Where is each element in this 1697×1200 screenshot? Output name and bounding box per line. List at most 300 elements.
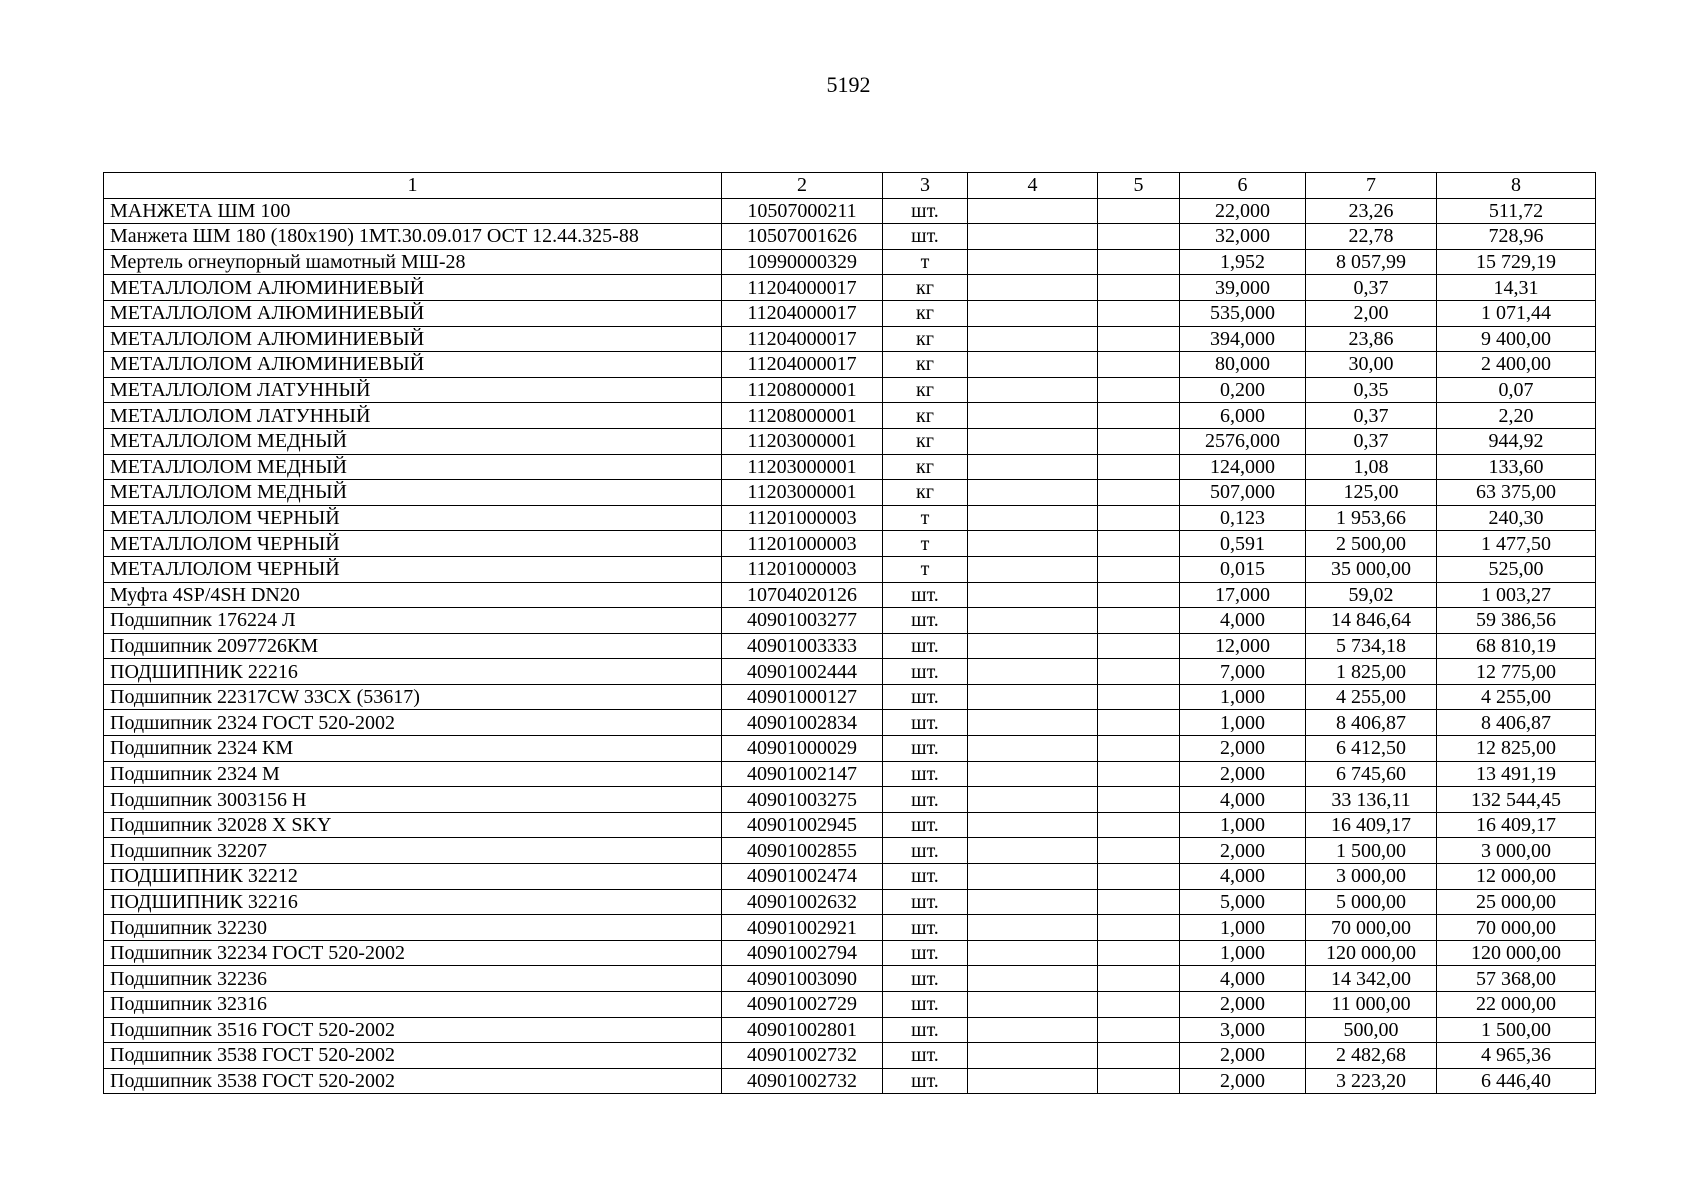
quantity-cell: 32,000 <box>1180 224 1306 250</box>
unit-cell: шт. <box>883 736 968 762</box>
column-4-cell <box>968 352 1098 378</box>
table-row <box>104 915 1596 941</box>
price-cell: 8 406,87 <box>1306 710 1437 736</box>
quantity-cell: 4,000 <box>1180 608 1306 634</box>
page-number: 5192 <box>826 72 871 97</box>
unit-cell: шт. <box>883 608 968 634</box>
unit-cell: шт. <box>883 198 968 224</box>
total-cell: 1 071,44 <box>1437 300 1596 326</box>
column-5-cell <box>1098 761 1180 787</box>
unit-cell: шт. <box>883 992 968 1018</box>
unit-cell: т <box>883 249 968 275</box>
unit-cell: шт. <box>883 659 968 685</box>
column-5-cell <box>1098 684 1180 710</box>
table-row <box>104 710 1596 736</box>
table-row <box>104 352 1596 378</box>
item-code-cell: 40901002444 <box>722 659 883 685</box>
item-code-cell: 40901002945 <box>722 812 883 838</box>
price-cell: 3 223,20 <box>1306 1068 1437 1094</box>
item-code-cell: 11201000003 <box>722 556 883 582</box>
column-5-cell <box>1098 224 1180 250</box>
total-cell: 2,20 <box>1437 403 1596 429</box>
column-5-cell <box>1098 249 1180 275</box>
quantity-cell: 4,000 <box>1180 787 1306 813</box>
header-row <box>104 173 1596 199</box>
column-5-cell <box>1098 428 1180 454</box>
column-5-cell <box>1098 1068 1180 1094</box>
column-4-cell <box>968 1043 1098 1069</box>
column-5-cell <box>1098 454 1180 480</box>
item-code-cell: 40901000029 <box>722 736 883 762</box>
column-5-cell <box>1098 940 1180 966</box>
item-name-cell: Подшипник 32028 X SKY <box>104 812 722 838</box>
column-4-cell <box>968 940 1098 966</box>
total-cell: 240,30 <box>1437 505 1596 531</box>
quantity-cell: 0,591 <box>1180 531 1306 557</box>
column-4-cell <box>968 505 1098 531</box>
unit-cell: шт. <box>883 966 968 992</box>
table-row <box>104 531 1596 557</box>
item-name-cell: ПОДШИПНИК 32216 <box>104 889 722 915</box>
column-4-cell <box>968 1017 1098 1043</box>
item-code-cell: 11204000017 <box>722 275 883 301</box>
item-name-cell: МАНЖЕТА ШМ 100 <box>104 198 722 224</box>
price-cell: 59,02 <box>1306 582 1437 608</box>
price-cell: 4 255,00 <box>1306 684 1437 710</box>
table-row <box>104 224 1596 250</box>
item-name-cell: МЕТАЛЛОЛОМ ЧЕРНЫЙ <box>104 556 722 582</box>
column-5-cell <box>1098 403 1180 429</box>
total-cell: 12 825,00 <box>1437 736 1596 762</box>
item-name-cell: ПОДШИПНИК 22216 <box>104 659 722 685</box>
column-4-cell <box>968 915 1098 941</box>
item-name-cell: МЕТАЛЛОЛОМ МЕДНЫЙ <box>104 480 722 506</box>
unit-cell: шт. <box>883 1043 968 1069</box>
unit-cell: кг <box>883 300 968 326</box>
unit-cell: кг <box>883 428 968 454</box>
price-cell: 23,86 <box>1306 326 1437 352</box>
table-row <box>104 787 1596 813</box>
price-cell: 2 500,00 <box>1306 531 1437 557</box>
quantity-cell: 2,000 <box>1180 1068 1306 1094</box>
total-cell: 63 375,00 <box>1437 480 1596 506</box>
item-code-cell: 40901002801 <box>722 1017 883 1043</box>
column-4-cell <box>968 787 1098 813</box>
total-cell: 511,72 <box>1437 198 1596 224</box>
item-name-cell: МЕТАЛЛОЛОМ МЕДНЫЙ <box>104 454 722 480</box>
table-row <box>104 556 1596 582</box>
table-row <box>104 659 1596 685</box>
total-cell: 728,96 <box>1437 224 1596 250</box>
item-name-cell: Подшипник 2324 КМ <box>104 736 722 762</box>
quantity-cell: 2,000 <box>1180 992 1306 1018</box>
price-cell: 33 136,11 <box>1306 787 1437 813</box>
table-row <box>104 838 1596 864</box>
item-code-cell: 40901002147 <box>722 761 883 787</box>
price-cell: 1 953,66 <box>1306 505 1437 531</box>
unit-cell: шт. <box>883 224 968 250</box>
quantity-cell: 1,000 <box>1180 915 1306 941</box>
table-row <box>104 275 1596 301</box>
quantity-cell: 1,000 <box>1180 940 1306 966</box>
table-row <box>104 454 1596 480</box>
table-row <box>104 249 1596 275</box>
total-cell: 68 810,19 <box>1437 633 1596 659</box>
unit-cell: шт. <box>883 1017 968 1043</box>
quantity-cell: 0,123 <box>1180 505 1306 531</box>
price-cell: 14 846,64 <box>1306 608 1437 634</box>
column-4-cell <box>968 864 1098 890</box>
column-4-cell <box>968 710 1098 736</box>
table-row <box>104 864 1596 890</box>
table-row <box>104 300 1596 326</box>
unit-cell: шт. <box>883 915 968 941</box>
item-name-cell: МЕТАЛЛОЛОМ ЛАТУННЫЙ <box>104 403 722 429</box>
column-5-cell <box>1098 966 1180 992</box>
price-cell: 500,00 <box>1306 1017 1437 1043</box>
item-name-cell: МЕТАЛЛОЛОМ АЛЮМИНИЕВЫЙ <box>104 352 722 378</box>
column-4-cell <box>968 531 1098 557</box>
quantity-cell: 1,000 <box>1180 684 1306 710</box>
price-cell: 30,00 <box>1306 352 1437 378</box>
quantity-cell: 4,000 <box>1180 966 1306 992</box>
quantity-cell: 2,000 <box>1180 736 1306 762</box>
item-code-cell: 40901002921 <box>722 915 883 941</box>
unit-cell: шт. <box>883 710 968 736</box>
price-cell: 11 000,00 <box>1306 992 1437 1018</box>
quantity-cell: 394,000 <box>1180 326 1306 352</box>
item-name-cell: Мертель огнеупорный шамотный МШ-28 <box>104 249 722 275</box>
column-4-cell <box>968 608 1098 634</box>
column-5-cell <box>1098 889 1180 915</box>
item-name-cell: Подшипник 2097726КМ <box>104 633 722 659</box>
unit-cell: кг <box>883 403 968 429</box>
item-code-cell: 10507001626 <box>722 224 883 250</box>
table-row <box>104 1068 1596 1094</box>
column-4-cell <box>968 1068 1098 1094</box>
table-row <box>104 326 1596 352</box>
table-row <box>104 1017 1596 1043</box>
item-code-cell: 40901003277 <box>722 608 883 634</box>
quantity-cell: 1,000 <box>1180 812 1306 838</box>
unit-cell: т <box>883 531 968 557</box>
column-4-cell <box>968 556 1098 582</box>
item-code-cell: 11201000003 <box>722 531 883 557</box>
price-cell: 5 734,18 <box>1306 633 1437 659</box>
item-name-cell: ПОДШИПНИК 32212 <box>104 864 722 890</box>
price-cell: 1,08 <box>1306 454 1437 480</box>
total-cell: 22 000,00 <box>1437 992 1596 1018</box>
price-cell: 1 825,00 <box>1306 659 1437 685</box>
column-header: 7 <box>1306 173 1437 199</box>
total-cell: 12 000,00 <box>1437 864 1596 890</box>
column-header: 5 <box>1098 173 1180 199</box>
column-5-cell <box>1098 659 1180 685</box>
table-row <box>104 966 1596 992</box>
total-cell: 57 368,00 <box>1437 966 1596 992</box>
quantity-cell: 1,000 <box>1180 710 1306 736</box>
column-4-cell <box>968 736 1098 762</box>
column-4-cell <box>968 198 1098 224</box>
total-cell: 25 000,00 <box>1437 889 1596 915</box>
total-cell: 8 406,87 <box>1437 710 1596 736</box>
unit-cell: шт. <box>883 787 968 813</box>
total-cell: 9 400,00 <box>1437 326 1596 352</box>
unit-cell: шт. <box>883 684 968 710</box>
column-5-cell <box>1098 1017 1180 1043</box>
price-cell: 120 000,00 <box>1306 940 1437 966</box>
column-5-cell <box>1098 275 1180 301</box>
total-cell: 1 477,50 <box>1437 531 1596 557</box>
column-4-cell <box>968 966 1098 992</box>
item-code-cell: 11203000001 <box>722 454 883 480</box>
column-4-cell <box>968 838 1098 864</box>
unit-cell: шт. <box>883 889 968 915</box>
unit-cell: т <box>883 556 968 582</box>
column-5-cell <box>1098 608 1180 634</box>
price-cell: 2,00 <box>1306 300 1437 326</box>
item-name-cell: МЕТАЛЛОЛОМ МЕДНЫЙ <box>104 428 722 454</box>
table-row <box>104 608 1596 634</box>
quantity-cell: 2,000 <box>1180 761 1306 787</box>
column-5-cell <box>1098 710 1180 736</box>
column-5-cell <box>1098 864 1180 890</box>
item-code-cell: 40901002834 <box>722 710 883 736</box>
table-row <box>104 940 1596 966</box>
item-code-cell: 40901002632 <box>722 889 883 915</box>
total-cell: 120 000,00 <box>1437 940 1596 966</box>
item-name-cell: МЕТАЛЛОЛОМ ЧЕРНЫЙ <box>104 505 722 531</box>
table-row <box>104 633 1596 659</box>
item-name-cell: Подшипник 32230 <box>104 915 722 941</box>
total-cell: 4 255,00 <box>1437 684 1596 710</box>
table-row <box>104 480 1596 506</box>
table-row <box>104 377 1596 403</box>
unit-cell: кг <box>883 454 968 480</box>
column-5-cell <box>1098 838 1180 864</box>
unit-cell: т <box>883 505 968 531</box>
item-code-cell: 40901002855 <box>722 838 883 864</box>
column-5-cell <box>1098 992 1180 1018</box>
column-4-cell <box>968 659 1098 685</box>
column-5-cell <box>1098 326 1180 352</box>
total-cell: 133,60 <box>1437 454 1596 480</box>
quantity-cell: 124,000 <box>1180 454 1306 480</box>
price-cell: 6 745,60 <box>1306 761 1437 787</box>
total-cell: 15 729,19 <box>1437 249 1596 275</box>
quantity-cell: 7,000 <box>1180 659 1306 685</box>
total-cell: 12 775,00 <box>1437 659 1596 685</box>
quantity-cell: 2,000 <box>1180 1043 1306 1069</box>
price-cell: 8 057,99 <box>1306 249 1437 275</box>
item-name-cell: Подшипник 32316 <box>104 992 722 1018</box>
column-5-cell <box>1098 812 1180 838</box>
table-row <box>104 428 1596 454</box>
item-name-cell: Подшипник 3538 ГОСТ 520-2002 <box>104 1043 722 1069</box>
quantity-cell: 1,952 <box>1180 249 1306 275</box>
item-name-cell: Подшипник 3538 ГОСТ 520-2002 <box>104 1068 722 1094</box>
column-5-cell <box>1098 505 1180 531</box>
item-code-cell: 40901002794 <box>722 940 883 966</box>
item-name-cell: Подшипник 3516 ГОСТ 520-2002 <box>104 1017 722 1043</box>
total-cell: 525,00 <box>1437 556 1596 582</box>
total-cell: 0,07 <box>1437 377 1596 403</box>
column-4-cell <box>968 582 1098 608</box>
total-cell: 6 446,40 <box>1437 1068 1596 1094</box>
total-cell: 14,31 <box>1437 275 1596 301</box>
item-code-cell: 10507000211 <box>722 198 883 224</box>
item-name-cell: МЕТАЛЛОЛОМ АЛЮМИНИЕВЫЙ <box>104 275 722 301</box>
column-4-cell <box>968 454 1098 480</box>
item-code-cell: 11208000001 <box>722 403 883 429</box>
column-4-cell <box>968 633 1098 659</box>
column-5-cell <box>1098 198 1180 224</box>
item-code-cell: 40901002732 <box>722 1068 883 1094</box>
item-code-cell: 40901002729 <box>722 992 883 1018</box>
column-header: 1 <box>104 173 722 199</box>
unit-cell: шт. <box>883 940 968 966</box>
unit-cell: кг <box>883 377 968 403</box>
column-4-cell <box>968 275 1098 301</box>
unit-cell: кг <box>883 275 968 301</box>
table-row <box>104 198 1596 224</box>
column-header: 2 <box>722 173 883 199</box>
price-cell: 6 412,50 <box>1306 736 1437 762</box>
price-cell: 2 482,68 <box>1306 1043 1437 1069</box>
item-code-cell: 11204000017 <box>722 300 883 326</box>
price-cell: 22,78 <box>1306 224 1437 250</box>
total-cell: 1 003,27 <box>1437 582 1596 608</box>
price-cell: 35 000,00 <box>1306 556 1437 582</box>
quantity-cell: 17,000 <box>1180 582 1306 608</box>
price-cell: 0,37 <box>1306 428 1437 454</box>
quantity-cell: 507,000 <box>1180 480 1306 506</box>
table-row <box>104 582 1596 608</box>
item-code-cell: 11201000003 <box>722 505 883 531</box>
column-5-cell <box>1098 377 1180 403</box>
column-header: 3 <box>883 173 968 199</box>
item-name-cell: Манжета ШМ 180 (180х190) 1МТ.30.09.017 ОСТ 12.44.325-88 <box>104 224 722 250</box>
total-cell: 16 409,17 <box>1437 812 1596 838</box>
price-cell: 16 409,17 <box>1306 812 1437 838</box>
unit-cell: шт. <box>883 864 968 890</box>
unit-cell: кг <box>883 326 968 352</box>
column-header: 6 <box>1180 173 1306 199</box>
price-cell: 0,37 <box>1306 275 1437 301</box>
table-row <box>104 684 1596 710</box>
unit-cell: шт. <box>883 838 968 864</box>
price-cell: 125,00 <box>1306 480 1437 506</box>
quantity-cell: 39,000 <box>1180 275 1306 301</box>
price-cell: 3 000,00 <box>1306 864 1437 890</box>
quantity-cell: 0,200 <box>1180 377 1306 403</box>
item-code-cell: 10704020126 <box>722 582 883 608</box>
table-row <box>104 403 1596 429</box>
inventory-table <box>103 172 1596 1094</box>
column-5-cell <box>1098 582 1180 608</box>
column-4-cell <box>968 403 1098 429</box>
item-name-cell: МЕТАЛЛОЛОМ АЛЮМИНИЕВЫЙ <box>104 300 722 326</box>
quantity-cell: 3,000 <box>1180 1017 1306 1043</box>
column-5-cell <box>1098 352 1180 378</box>
column-5-cell <box>1098 480 1180 506</box>
table-row <box>104 992 1596 1018</box>
total-cell: 1 500,00 <box>1437 1017 1596 1043</box>
price-cell: 5 000,00 <box>1306 889 1437 915</box>
item-code-cell: 40901003090 <box>722 966 883 992</box>
quantity-cell: 0,015 <box>1180 556 1306 582</box>
quantity-cell: 4,000 <box>1180 864 1306 890</box>
total-cell: 2 400,00 <box>1437 352 1596 378</box>
item-code-cell: 11208000001 <box>722 377 883 403</box>
quantity-cell: 2,000 <box>1180 838 1306 864</box>
column-4-cell <box>968 684 1098 710</box>
item-code-cell: 11204000017 <box>722 326 883 352</box>
item-name-cell: МЕТАЛЛОЛОМ АЛЮМИНИЕВЫЙ <box>104 326 722 352</box>
column-4-cell <box>968 480 1098 506</box>
item-code-cell: 40901000127 <box>722 684 883 710</box>
column-4-cell <box>968 812 1098 838</box>
quantity-cell: 22,000 <box>1180 198 1306 224</box>
unit-cell: шт. <box>883 1068 968 1094</box>
total-cell: 70 000,00 <box>1437 915 1596 941</box>
column-header: 4 <box>968 173 1098 199</box>
item-name-cell: Подшипник 32234 ГОСТ 520-2002 <box>104 940 722 966</box>
item-name-cell: Подшипник 22317CW 33CX (53617) <box>104 684 722 710</box>
item-code-cell: 40901002732 <box>722 1043 883 1069</box>
item-name-cell: МЕТАЛЛОЛОМ ЛАТУННЫЙ <box>104 377 722 403</box>
table-row <box>104 812 1596 838</box>
column-4-cell <box>968 428 1098 454</box>
item-name-cell: Подшипник 176224 Л <box>104 608 722 634</box>
column-4-cell <box>968 377 1098 403</box>
total-cell: 13 491,19 <box>1437 761 1596 787</box>
table-row <box>104 761 1596 787</box>
item-name-cell: Подшипник 2324 ГОСТ 520-2002 <box>104 710 722 736</box>
total-cell: 3 000,00 <box>1437 838 1596 864</box>
column-4-cell <box>968 326 1098 352</box>
table-row <box>104 736 1596 762</box>
column-5-cell <box>1098 787 1180 813</box>
column-4-cell <box>968 300 1098 326</box>
total-cell: 4 965,36 <box>1437 1043 1596 1069</box>
column-5-cell <box>1098 531 1180 557</box>
quantity-cell: 80,000 <box>1180 352 1306 378</box>
price-cell: 23,26 <box>1306 198 1437 224</box>
item-code-cell: 11203000001 <box>722 428 883 454</box>
column-5-cell <box>1098 300 1180 326</box>
table-row <box>104 889 1596 915</box>
quantity-cell: 2576,000 <box>1180 428 1306 454</box>
item-code-cell: 11204000017 <box>722 352 883 378</box>
price-cell: 14 342,00 <box>1306 966 1437 992</box>
quantity-cell: 535,000 <box>1180 300 1306 326</box>
item-code-cell: 40901003333 <box>722 633 883 659</box>
item-code-cell: 10990000329 <box>722 249 883 275</box>
unit-cell: кг <box>883 352 968 378</box>
quantity-cell: 12,000 <box>1180 633 1306 659</box>
column-5-cell <box>1098 633 1180 659</box>
item-name-cell: Муфта 4SP/4SH DN20 <box>104 582 722 608</box>
quantity-cell: 5,000 <box>1180 889 1306 915</box>
column-4-cell <box>968 889 1098 915</box>
price-cell: 1 500,00 <box>1306 838 1437 864</box>
total-cell: 132 544,45 <box>1437 787 1596 813</box>
column-4-cell <box>968 992 1098 1018</box>
column-5-cell <box>1098 1043 1180 1069</box>
column-4-cell <box>968 249 1098 275</box>
item-name-cell: МЕТАЛЛОЛОМ ЧЕРНЫЙ <box>104 531 722 557</box>
